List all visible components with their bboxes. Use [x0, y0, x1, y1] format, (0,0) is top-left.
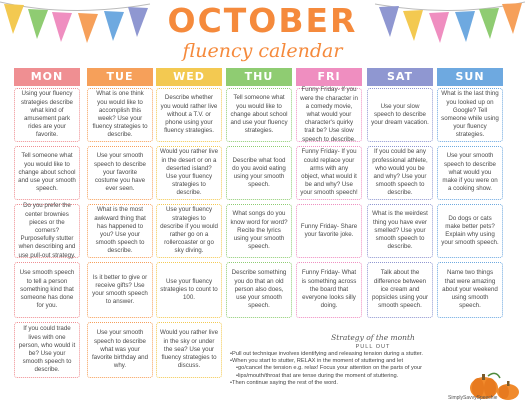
day-header-thu: THU — [226, 68, 292, 86]
day-header-sat: SAT — [367, 68, 433, 86]
calendar-cell: Use your smooth speech to describe what would you make if you were on a cooking show. — [437, 146, 503, 200]
calendar-cell: Talk about the difference between ice cream and popsicles using your smooth speech. — [367, 262, 433, 318]
calendar-cell: Is it better to give or receive gifts? Use your smooth speech to answer. — [87, 262, 153, 318]
strategy-item: • When you start to stutter, RELAX in the moment of stuttering and let — [230, 358, 520, 365]
strategy-item: • lips/mouth/throat that are tense during the moment of stuttering. — [230, 373, 520, 380]
calendar-cell: If you could be any professional athlete, who would you be and why? Use your smooth speech to describe. — [367, 146, 433, 200]
strategy-subtitle: PULL OUT — [355, 344, 391, 350]
day-header-sun: SUN — [437, 68, 503, 86]
calendar-cell: Describe whether you would rather live without a T.V. or phone using your fluency strategies. — [156, 88, 222, 142]
page-title: OCTOBER — [167, 1, 358, 40]
calendar-cell: What is the weirdest thing you have ever smelled? Use your smooth speech to describe. — [367, 204, 433, 258]
strategy-title: Strategy of the month — [331, 333, 415, 342]
brand-label: SimplySavvySpeechie — [448, 395, 498, 401]
day-header-wed: WED — [156, 68, 222, 86]
calendar-cell: Use your fluency strategies to describe if you would rather go on a rollercoaster or go sky diving. — [156, 204, 222, 258]
calendar-cell: What is the most awkward thing that has happened to you? Use your smooth speech to describe. — [87, 204, 153, 258]
calendar-cell: Do dogs or cats make better pets? Explain why using your smooth speech. — [437, 204, 503, 258]
calendar-cell: Funny Friday- Share your favorite joke. — [296, 204, 362, 258]
calendar-cell: Using your fluency strategies describe what kind of amusement park rides are your favorite. — [14, 88, 80, 142]
calendar-cell: If you could trade lives with one person, who would it be? Use your smooth speech to describe. — [14, 322, 80, 378]
calendar-cell: What songs do you know word for word? Recite the lyrics using your smooth speech. — [226, 204, 292, 258]
calendar-cell: Use smooth speech to tell a person something kind that someone has done for you. — [14, 262, 80, 318]
calendar-cell: Use your smooth speech to describe your favorite costume you have ever seen. — [87, 146, 153, 200]
day-header-mon: MON — [14, 68, 80, 86]
strategy-item: • Then continue saying the rest of the word. — [230, 380, 520, 387]
calendar-cell: Do you prefer the center brownies pieces or the corners? Purposefully stutter when describing and use pull-out strategy. — [14, 204, 80, 258]
calendar-cell: Describe something you do that an old person also does, use your smooth speech. — [226, 262, 292, 318]
strategy-item: • go/cancel the tension e.g. relax! Focus your attention on the parts of your — [230, 365, 520, 372]
calendar-cell: Describe what food do you avoid eating using your smooth speech. — [226, 146, 292, 200]
calendar-cell: Funny Friday- What is something across the board that everyone looks silly doing. — [296, 262, 362, 318]
calendar-cell: Tell someone what you would like to change about school and use your smooth speech. — [14, 146, 80, 200]
day-header-fri: FRI — [296, 68, 362, 86]
calendar-cell: Use your smooth speech to describe what was your favorite birthday and why. — [87, 322, 153, 378]
calendar-cell: What is one think you would like to accomplish this week? Use your fluency strategies to describe. — [87, 88, 153, 142]
calendar-cell: Tell someone what you would like to change about school and use your fluency strategies. — [226, 88, 292, 142]
strategy-item: • Pull out technique involves identifying and releasing tension during a stutter. — [230, 351, 520, 358]
calendar-cell: Use your slow speech to describe your dream vacation. — [367, 88, 433, 142]
calendar-cell: Would you rather live in the desert or on a deserted island? Use your fluency strategies to describe. — [156, 146, 222, 200]
calendar-cell: Name two things that were amazing about your weekend using smooth speech. — [437, 262, 503, 318]
day-header-tue: TUE — [87, 68, 153, 86]
calendar-cell: Would you rather live in the sky or under the sea? Use your fluency strategies to discuss. — [156, 322, 222, 378]
calendar-cell: Funny Friday- If you were the character in a comedy movie, what would your character's quirky trait be? Use slow speech to describe. — [296, 88, 362, 142]
calendar-cell: What is the last thing you looked up on Google? Tell someone while using your fluency strategies. — [437, 88, 503, 142]
page-subtitle: fluency calendar — [182, 40, 343, 62]
calendar-cell: Use your fluency strategies to count to 100. — [156, 262, 222, 318]
calendar-cell: Funny Friday- If you could replace your arms with any object, what would it be and why? Use your smooth speech! — [296, 146, 362, 200]
